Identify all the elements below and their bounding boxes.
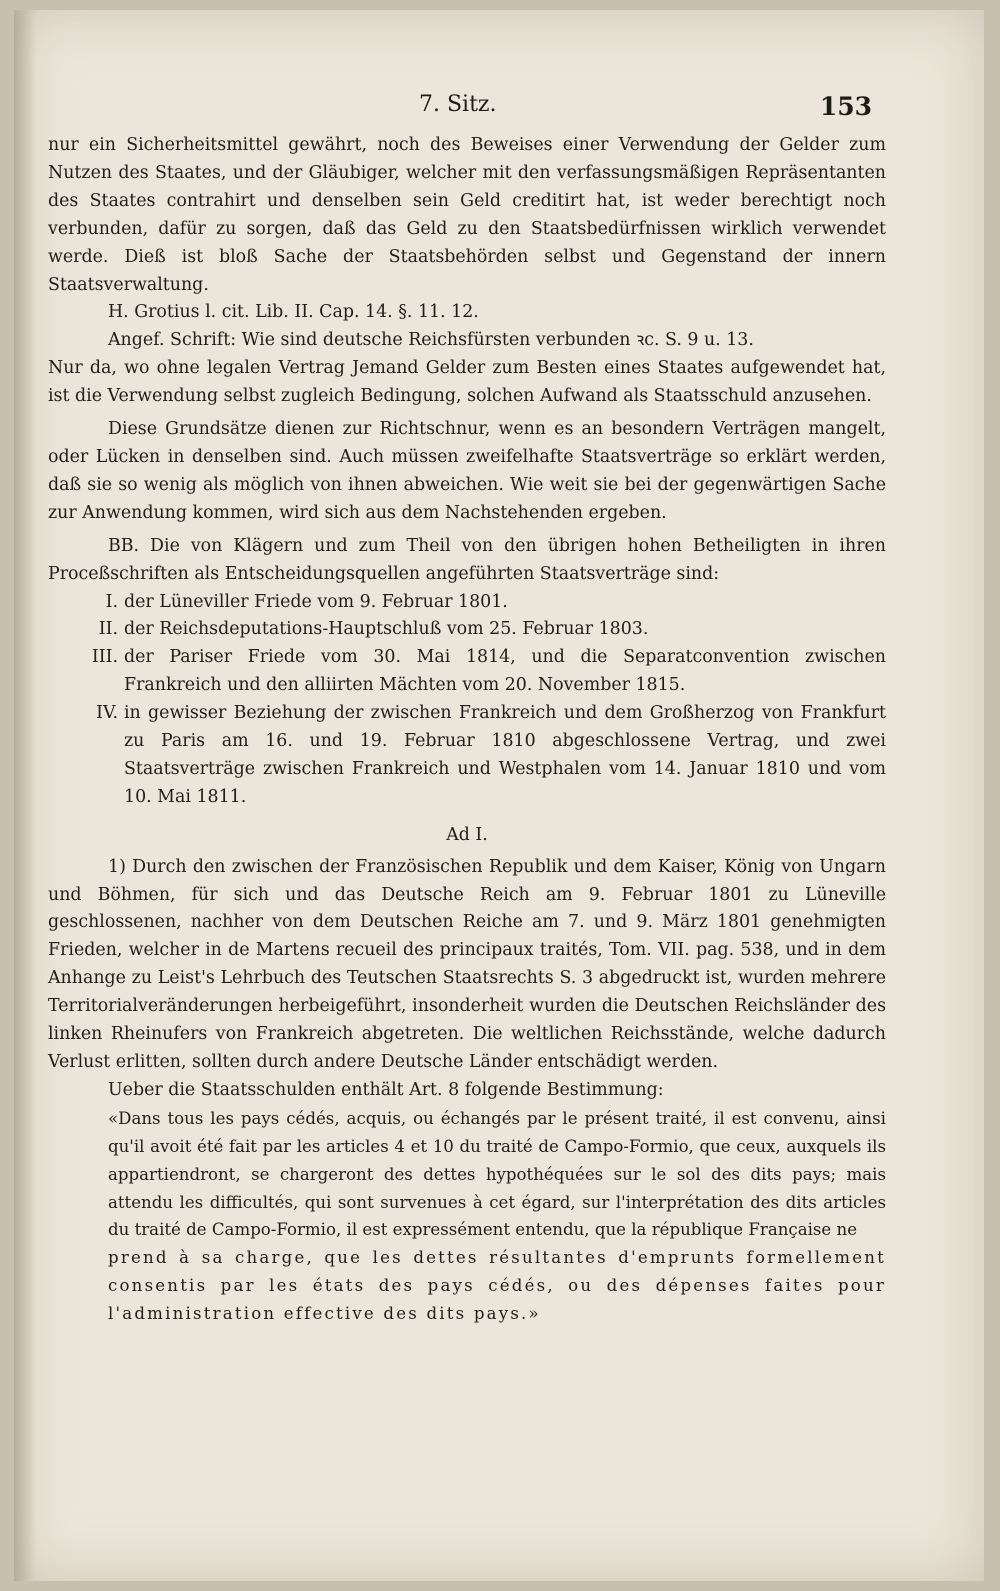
french-quote: «Dans tous les pays cédés, acquis, ou échangés par le présent traité, il est convenu, ainsi qu'il avoit été fait par les articles 4 et 10 du traité de Campo-Formio, que ceux, auxquels ils appartiendront, se chargeront des dettes hypothéquées sur le sol des dits pays; mais attendu les difficultés, qui sont survenues à cet égard, sur l'interprétation des dits articles du traité de Campo-Formio, il est expressément entendu, que la république Française ne	[108, 1108, 886, 1240]
page-body	[48, 132, 886, 1328]
paragraph: Nur da, wo ohne legalen Vertrag Jemand Gelder zum Besten eines Staates aufgewendet hat, ist die Verwendung selbst zugleich Bedingung, solchen Aufwand als Staatsschuld anzusehen.	[48, 358, 886, 407]
section-heading: Ad I.	[446, 824, 488, 845]
list-item	[48, 644, 886, 700]
list-item-number: IV.	[96, 703, 118, 724]
list-item-text: der Pariser Friede vom 30. Mai 1814, und die Separatconvention zwischen Frankreich und den alliirten Mächten vom 20. November 1815.	[124, 647, 886, 696]
list-item-number: III.	[91, 647, 118, 668]
treaty-list	[48, 589, 886, 812]
paragraph: Diese Grundsätze dienen zur Richtschnur, wenn es an besondern Verträgen mangelt, oder Lücken in denselben sind. Auch müssen zweifelhafte Staatsverträge so erklärt werden, daß sie so wenig als möglich von ihnen abweichen. Wie weit sie bei der gegenwärtigen Sache zur Anwendung kommen, wird sich aus dem Nachstehenden ergeben.	[48, 419, 886, 523]
list-item	[48, 700, 886, 812]
citation: Angef. Schrift: Wie sind deutsche Reichsfürsten verbunden ꝛc. S. 9 u. 13.	[108, 330, 754, 351]
paragraph: BB. Die von Klägern und zum Theil von den übrigen hohen Betheiligten in ihren Proceßschriften als Entscheidungsquellen angeführten Staatsverträge sind:	[48, 535, 886, 584]
book-page	[14, 10, 984, 1581]
list-item-number: I.	[105, 591, 118, 612]
citation: H. Grotius l. cit. Lib. II. Cap. 14. §. 11. 12.	[108, 302, 479, 323]
paragraph: nur ein Sicherheitsmittel gewährt, noch des Beweises einer Verwendung der Gelder zum Nutzen des Staates, und der Gläubiger, welcher mit den verfassungsmäßigen Repräsentanten des Staates contrahirt und denselben sein Geld creditirt hat, ist weder berechtigt noch verbunden, dafür zu sorgen, daß das Geld zu den Staatsbedürfnissen wirklich verwendet werde. Dieß ist bloß Sache der Staatsbehörden selbst und Gegenstand der innern Staatsverwaltung.	[48, 135, 886, 295]
paragraph: Ueber die Staatsschulden enthält Art. 8 folgende Bestimmung:	[108, 1079, 664, 1100]
page-number: 153	[819, 92, 872, 121]
list-item-number: II.	[98, 619, 118, 640]
list-item	[48, 616, 886, 644]
list-item-text: der Lüneviller Friede vom 9. Februar 1801.	[124, 591, 508, 612]
french-quote-spaced: prend à sa charge, que les dettes résultantes d'emprunts formellement consentis par les états des pays cédés, ou des dépenses faites pour l'administration effective des dits pays.»	[108, 1248, 886, 1324]
paragraph: 1) Durch den zwischen der Französischen Republik und dem Kaiser, König von Ungarn und Böhmen, für sich und das Deutsche Reich am 9. Februar 1801 zu Lüneville geschlossenen, nachher von dem Deutschen Reiche am 7. und 9. März 1801 genehmigten Frieden, welcher in de Martens recueil des principaux traités, Tom. VII. pag. 538, und in dem Anhange zu Leist's Lehrbuch des Teutschen Staatsrechts S. 3 abgedruckt ist, wurden mehrere Territorialveränderungen herbeigeführt, insonderheit wurden die Deutschen Reichsländer des linken Rheinufers von Frankreich abgetreten. Die weltlichen Reichsstände, welche dadurch Verlust erlitten, sollten durch andere Deutsche Länder entschädigt werden.	[48, 856, 886, 1072]
list-item-text: der Reichsdeputations-Hauptschluß vom 25. Februar 1803.	[124, 619, 649, 640]
running-head: 7. Sitz.	[419, 92, 497, 117]
list-item-text: in gewisser Beziehung der zwischen Frankreich und dem Großherzog von Frankfurt zu Paris am 16. und 19. Februar 1810 abgeschlossene Vertrag, und zwei Staatsverträge zwischen Frankreich und Westphalen vom 14. Januar 1810 und vom 10. Mai 1811.	[124, 703, 886, 807]
list-item	[48, 589, 886, 617]
page-header	[14, 88, 984, 128]
